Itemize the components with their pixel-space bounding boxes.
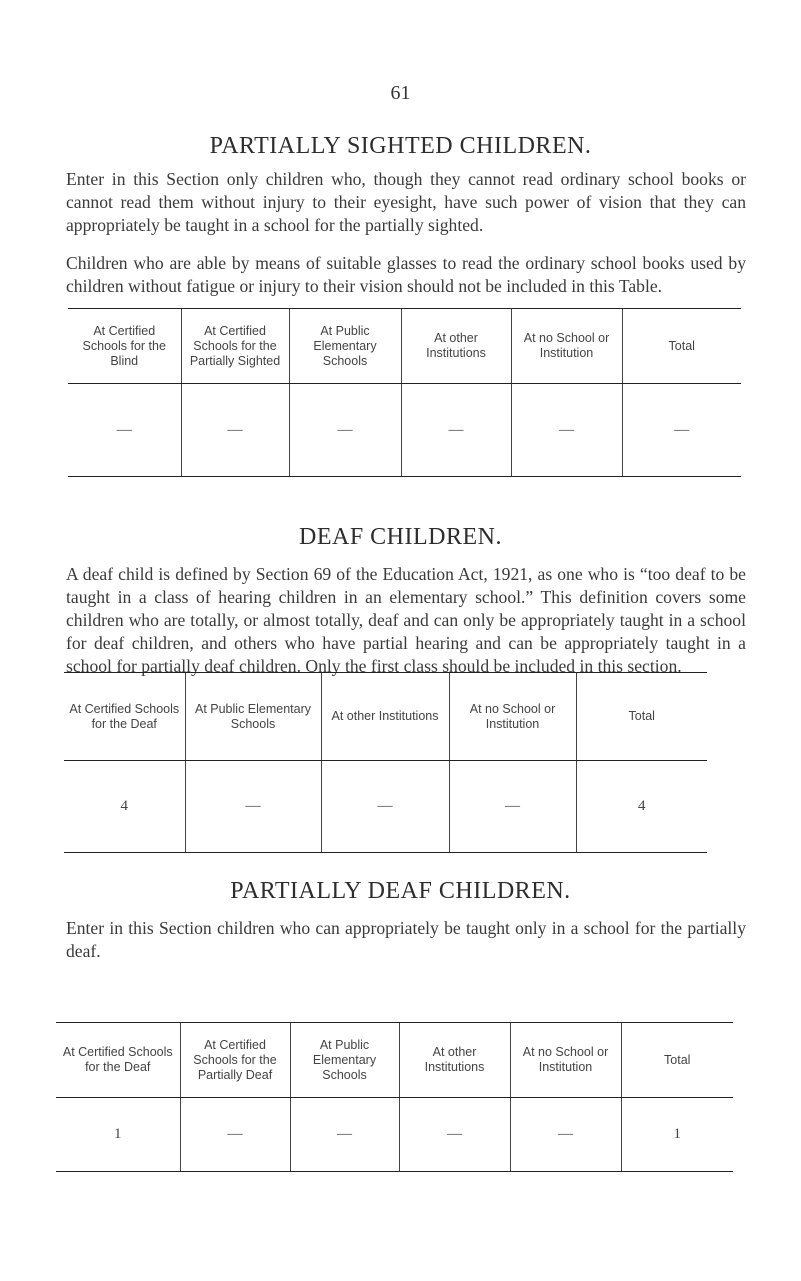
paragraph: Enter in this Section children who can appropriately be taught only in a school for the partially deaf. (66, 918, 746, 961)
table-cell: 4 (576, 761, 707, 853)
table-cell: — (290, 1098, 399, 1172)
column-header: At Public Elementary Schools (289, 309, 401, 384)
column-header: At Public Elementary Schools (290, 1023, 399, 1098)
paragraph: Enter in this Section only children who, though they cannot read ordinary school books or cannot read them without injury to their eyesight, have such power of vision that they can appropriately be taught in a school for the partially sighted. (66, 169, 746, 235)
column-header: Total (621, 1023, 733, 1098)
table-header-row (64, 673, 707, 761)
table-cell: — (185, 761, 321, 853)
table-cell: 1 (56, 1098, 180, 1172)
column-header: Total (576, 673, 707, 761)
column-header: At other Institutions (399, 1023, 510, 1098)
section-title-partially-deaf: PARTIALLY DEAF CHILDREN. (230, 878, 571, 904)
column-header: At other Institutions (321, 673, 449, 761)
column-header: Total (622, 309, 741, 384)
column-header: At Certified Schools for the Blind (68, 309, 181, 384)
page-number: 61 (390, 82, 411, 104)
table-header-row (68, 309, 741, 384)
table-row (56, 1098, 733, 1172)
table-cell: — (449, 761, 576, 853)
table-cell: — (289, 384, 401, 477)
table-cell: — (68, 384, 181, 477)
column-header: At no School or Institution (511, 309, 622, 384)
table-partially-deaf (56, 1022, 733, 1172)
column-header: At no School or Institution (510, 1023, 621, 1098)
column-header: At Certified Schools for the Deaf (56, 1023, 180, 1098)
table-cell: — (401, 384, 511, 477)
table-cell: — (510, 1098, 621, 1172)
paragraph: A deaf child is defined by Section 69 of the Education Act, 1921, as one who is “too deaf to be taught in a class of hearing children in an elementary school.” This definition covers some children who are totally, or almost totally, deaf and can only be appropriately taught in a school for deaf children, and others who have partial hearing and can be appropriately taught in a school for partially deaf children. Only the first class should be included in this section. (66, 564, 746, 676)
table-row (64, 761, 707, 853)
table-partially-sighted (68, 308, 741, 477)
section-title-deaf: DEAF CHILDREN. (299, 524, 502, 550)
table-cell: — (180, 1098, 290, 1172)
table-cell: — (181, 384, 289, 477)
column-header: At Certified Schools for the Partially Deaf (180, 1023, 290, 1098)
column-header: At Certified Schools for the Partially Sighted (181, 309, 289, 384)
table-header-row (56, 1023, 733, 1098)
section-title-partially-sighted: PARTIALLY SIGHTED CHILDREN. (209, 133, 592, 159)
column-header: At other Institutions (401, 309, 511, 384)
table-cell: 4 (64, 761, 185, 853)
column-header: At no School or Institution (449, 673, 576, 761)
table-cell: — (622, 384, 741, 477)
paragraph: Children who are able by means of suitable glasses to read the ordinary school books used by children without fatigue or injury to their vision should not be included in this Table. (66, 253, 746, 296)
column-header: At Public Elementary Schools (185, 673, 321, 761)
table-cell: 1 (621, 1098, 733, 1172)
table-deaf (64, 672, 707, 853)
column-header: At Certified Schools for the Deaf (64, 673, 185, 761)
table-cell: — (511, 384, 622, 477)
table-cell: — (321, 761, 449, 853)
table-cell: — (399, 1098, 510, 1172)
table-row (68, 384, 741, 477)
